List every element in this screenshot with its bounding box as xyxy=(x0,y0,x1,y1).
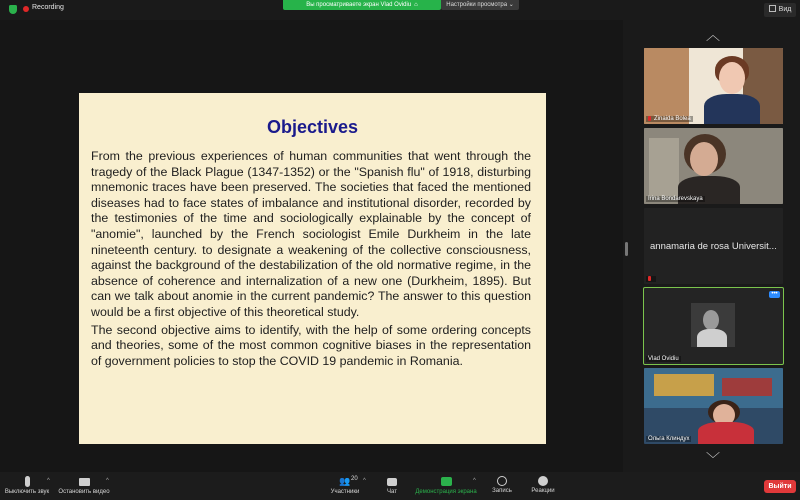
reactions-icon xyxy=(538,476,548,486)
participant-figure xyxy=(698,422,754,444)
participants-button[interactable] xyxy=(327,476,366,495)
video-tile[interactable] xyxy=(644,48,783,124)
grid-icon xyxy=(769,5,776,12)
stop-video-button[interactable] xyxy=(56,476,112,495)
chevron-down-icon: ⌄ xyxy=(508,2,514,8)
screen-share-banner xyxy=(283,0,441,10)
chevron-up-icon[interactable]: ^ xyxy=(473,478,476,484)
security-shield-icon[interactable] xyxy=(9,5,17,14)
video-background xyxy=(649,138,679,198)
mute-button[interactable] xyxy=(4,476,50,495)
slide-paragraph: The second objective aims to identify, with the help of some ordering concepts and theories, some of the most common cognitive biases in the representation of government policies to stop the COVID 19 pandemic in Romania. xyxy=(91,322,531,368)
video-camera-icon xyxy=(79,478,90,486)
video-tile[interactable] xyxy=(644,368,783,444)
participant-name: Vlad Ovidiu xyxy=(648,356,679,362)
share-screen-label: Демонстрация экрана xyxy=(415,489,477,495)
participants-label: Участники xyxy=(330,489,360,495)
view-button[interactable] xyxy=(764,3,796,17)
slide-title: Objectives xyxy=(266,117,359,137)
share-screen-icon xyxy=(441,477,452,486)
muted-mic-icon xyxy=(648,276,651,281)
chat-icon xyxy=(387,478,397,486)
screen-share-banner-text: Вы просматриваете экран Vlad Ovidiu xyxy=(306,2,412,8)
video-background xyxy=(654,374,714,396)
chevron-down-icon[interactable]: ﹀ xyxy=(706,451,720,467)
participant-name: Irina Bondarevskaya xyxy=(648,196,703,202)
split-resize-handle[interactable] xyxy=(625,242,628,256)
recording-dot-icon xyxy=(23,6,29,12)
slide-paragraph: From the previous experiences of human communities that went through the tragedy of the Black Plague (1347-1352) or the "Spanish flu" of 1918, disturbing mnemonic traces have been preserved. The societies that faced the mentioned diseases had to face states of imbalance and institutional disorder, recorded by the testimonies of the time and sociologically explainable by the concept of "anomie", launched by the French sociologist Emile Durkheim in the late nineteenth century. to designate a weakening of the collective consciousness, against the background of the destabilization of the old normative regime, in the absence of coherence and internalization of a new one (Durkheim, 1895). But can we talk about anomie in the current pandemic? The answer to this question would be a first objective of this theoretical study. xyxy=(91,149,531,319)
share-screen-button[interactable] xyxy=(413,476,479,495)
video-tile[interactable] xyxy=(644,208,783,284)
chevron-up-icon[interactable]: ^ xyxy=(363,478,366,484)
recording-label: Recording xyxy=(32,4,64,11)
home-icon: ⌂ xyxy=(414,2,418,8)
participant-figure xyxy=(690,142,718,176)
presentation-slide xyxy=(79,93,546,444)
chat-button[interactable] xyxy=(381,476,403,495)
shared-screen-area xyxy=(0,20,623,472)
chevron-up-icon[interactable]: ︿ xyxy=(706,27,720,43)
profile-photo xyxy=(691,303,735,347)
participant-figure xyxy=(703,310,719,330)
reactions-label: Реакции xyxy=(531,488,555,494)
stop-video-label: Остановить видео xyxy=(58,489,110,495)
leave-meeting-button[interactable]: Выйти xyxy=(764,480,796,493)
video-tile[interactable] xyxy=(644,128,783,204)
participant-figure xyxy=(704,94,760,124)
meeting-toolbar xyxy=(0,472,800,500)
view-settings-button[interactable] xyxy=(441,0,519,10)
record-button[interactable] xyxy=(488,476,516,494)
video-tile-active-speaker[interactable] xyxy=(644,288,783,364)
video-background xyxy=(722,378,772,396)
microphone-icon xyxy=(25,476,30,487)
chevron-up-icon[interactable]: ^ xyxy=(106,478,109,484)
participant-name-placeholder: annamaria de rosa Universit... xyxy=(650,241,777,252)
participants-count: 20 xyxy=(351,476,358,482)
participant-name-tag xyxy=(646,356,681,362)
participants-icon: 👥 xyxy=(339,476,351,486)
participant-figure xyxy=(719,62,745,94)
record-label: Запись xyxy=(492,488,512,494)
record-icon xyxy=(497,476,507,486)
chat-label: Чат xyxy=(387,489,397,495)
view-button-label: Вид xyxy=(778,6,792,13)
participant-gallery xyxy=(629,20,800,472)
reactions-button[interactable] xyxy=(526,476,560,494)
participant-name-tag xyxy=(646,436,691,442)
participant-name-tag xyxy=(646,196,705,202)
participant-name-tag xyxy=(646,276,656,282)
chevron-up-icon[interactable]: ^ xyxy=(47,478,50,484)
participant-name: Zinaida Bolea xyxy=(654,116,691,122)
participant-name: Ольга Клиндух xyxy=(648,436,690,442)
view-settings-label: Настройки просмотра xyxy=(446,2,508,8)
more-options-button[interactable]: ••• xyxy=(769,291,780,298)
slide-body xyxy=(91,149,531,369)
participant-name-tag xyxy=(646,116,693,122)
participant-figure xyxy=(697,329,727,347)
mute-label: Выключить звук xyxy=(4,489,50,495)
video-background xyxy=(644,48,689,124)
top-bar xyxy=(0,0,800,20)
muted-mic-icon xyxy=(648,116,651,121)
